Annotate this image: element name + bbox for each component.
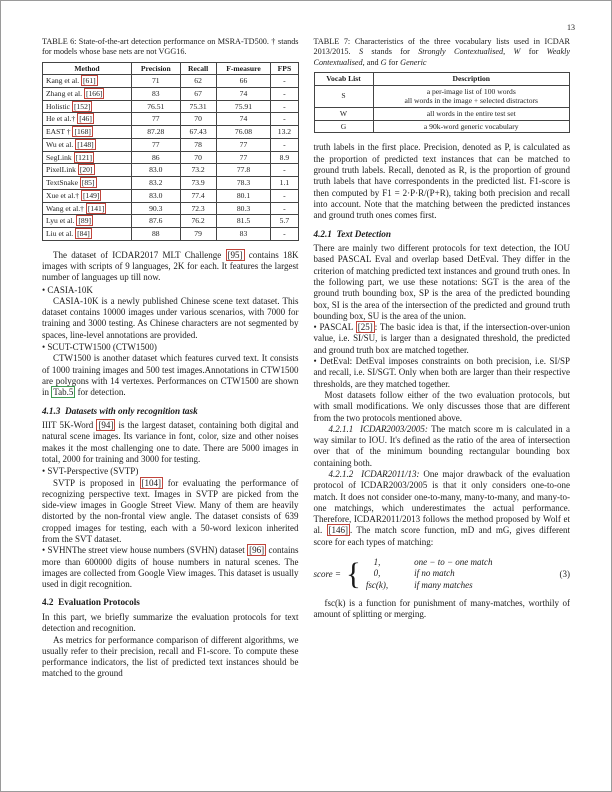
paragraph-protocols: There are mainly two different protocols for text detection, the IOU based PASCAL Eval and overlap based DetEval. They differ in the criterion of matching predicted text instances and ground truth ones. In the following part, we use these notations: SGT is the area of the ground truth bounding box, SP is the area of the predicted bounding box, SI is the area of the intersection of the predicted and ground truth bounding box, SU is the area of the union.: [313, 243, 570, 321]
table-row: [314, 85, 570, 107]
paragraph-svtp: SVTP is proposed in [104] for evaluating the performance of recognizing perspective text. Images in SVTP are picked from the side-view images in Google Street View. Many of them are heavily distorted by the non-frontal view angle. The dataset consists of 639 cropped images for testing, each with a 50-word lexicon inherited from the SVT dataset.: [42, 477, 299, 544]
table-cell: -: [271, 164, 298, 177]
paragraph-most-datasets: Most datasets follow either of the two evaluation protocols, but with small modifications. We only discusses those that are different from the two protocols mentioned above.: [313, 389, 570, 423]
citation-link[interactable]: [104]: [141, 477, 162, 488]
table-cell: 73.9: [180, 177, 216, 190]
runin-heading-4-2-1-1: 4.2.1.1 ICDAR2003/2005:: [328, 423, 428, 434]
citation-link[interactable]: [121]: [75, 152, 93, 162]
vocab-key-cell: S: [314, 85, 373, 107]
citation-link[interactable]: [89]: [78, 216, 92, 226]
citation-link[interactable]: [85]: [81, 178, 95, 188]
table-cell: 81.5: [216, 215, 271, 228]
citation-link[interactable]: [96]: [249, 545, 265, 556]
column-right: [314, 37, 571, 763]
method-cell: Lyu et al. [89]: [43, 215, 132, 228]
description-cell: a 90k-word generic vocabulary: [373, 120, 570, 133]
method-cell: Holistic [152]: [43, 100, 132, 113]
table-cell: 86: [131, 151, 180, 164]
paragraph-metrics: As metrics for performance comparison of different algorithms, we usually refer to their precision, recall and F1-score. To compute these performance indicators, the list of predicted text instances should be matched to the ground: [42, 634, 299, 679]
table-cell: 1.1: [271, 177, 298, 190]
method-cell: Zhang et al. [166]: [43, 88, 132, 101]
table-row: [43, 100, 299, 113]
table-row: [314, 108, 570, 121]
table-row: [43, 151, 299, 164]
equation-lhs: score =: [313, 569, 341, 580]
table7-caption: TABLE 7: Characteristics of the three vocabulary lists used in ICDAR 2013/2015. S stands for Strongly Contextualised, W for Weakly Contextualised, and G for Generic: [313, 37, 571, 67]
table-cell: -: [271, 189, 298, 202]
table-row: [43, 113, 299, 126]
vocab-key-cell: W: [314, 108, 373, 121]
citation-link[interactable]: [94]: [98, 420, 114, 431]
table-row: [43, 88, 299, 101]
method-cell: TextSnake [85]: [43, 177, 132, 190]
col-header-fmeasure: F-measure: [216, 62, 271, 75]
table-cell: -: [271, 227, 298, 240]
equation-number: (3): [559, 569, 570, 580]
table-cell: 80.3: [216, 202, 271, 215]
paragraph-precision-recall: truth labels in the first place. Precision, denoted as P, is calculated as the proportion of predicted text instances that can be matched to ground truth labels. Recall, denoted as R, is the proportion of ground truth labels that have correspondents in the predicted list. F1-score is then computed by F1 = 2·P·R/(P+R), taking both precision and recall into account. Note that the matching between the predicted instances and ground truth ones comes first.: [313, 142, 570, 221]
table-cell: 70: [180, 113, 216, 126]
table-row: [314, 120, 570, 133]
table-cell: 77: [216, 138, 271, 151]
col-header-description: Description: [373, 72, 570, 85]
paragraph-icdar2011-13: 4.2.1.2 ICDAR2011/13: One major drawback of the evaluation protocol of ICDAR2003/2005 is that it only considers one-to-one match. It does not consider one-to-many, many-to-many, and many-to-one matchings, which underestimates the actual performance. Therefore, ICDAR2011/2013 follows the method proposed by Wolf et al. [146] . The match score function, mD and mG, gives different score for each types of matching:: [313, 469, 570, 547]
paragraph-svhn: • SVHNThe street view house numbers (SVHN) dataset [96] contains more than 600000 digits of house numbers in natural scenes. The images are collected from Google View images. This dataset is usually used in digit recognition.: [42, 545, 299, 590]
paragraph-iiit-5k: IIIT 5K-Word [94] is the largest dataset, containing both digital and natural scene images. Its variance in font, color, size and other noises makes it the most challenging one to date. There are 5000 images in total, 2000 for training and 3000 for testing.: [42, 420, 299, 464]
table-cell: -: [271, 88, 298, 101]
citation-link[interactable]: [141]: [87, 203, 105, 213]
table-cell: 76.51: [131, 100, 180, 113]
equation-match-score: [314, 557, 571, 591]
table-cell: 74: [216, 113, 271, 126]
paragraph-fsc: fsc(k) is a function for punishment of many-matches, worthily of amount of splitting or merging.: [313, 597, 570, 620]
table-cell: 78: [180, 138, 216, 151]
table-row: [43, 164, 299, 177]
table-cell: 70: [180, 151, 216, 164]
method-cell: PixelLink [20]: [43, 164, 132, 177]
col-header-method: Method: [43, 62, 132, 75]
table-cell: -: [271, 75, 298, 88]
table6-caption: TABLE 6: State-of-the-art detection performance on MSRA-TD500. † stands for models whose base nets are not VGG16.: [42, 37, 299, 57]
table-row: [43, 126, 299, 139]
table-cell: 71: [131, 75, 180, 88]
table-cell: 67.43: [180, 126, 216, 139]
two-column-layout: [42, 37, 570, 763]
table-cell: 83.0: [131, 164, 180, 177]
paragraph-ctw1500: CTW1500 is another dataset which features curved text. It consists of 1000 training images and 500 test images.Annotations in CTW1500 are polygons with 14 vertexes. Performances on CTW1500 are shown in Tab.5 for detection.: [42, 353, 299, 398]
method-cell: Xue et al.† [149]: [43, 189, 132, 202]
table-cell: 75.91: [216, 100, 271, 113]
table-cell: 78.3: [216, 177, 271, 190]
table-cell: 77: [131, 138, 180, 151]
table-cell: 77: [216, 151, 271, 164]
citation-link[interactable]: [168]: [74, 127, 91, 137]
paragraph-icdar2003-2005: 4.2.1.1 ICDAR2003/2005: The match score m is calculated in a way similar to IOU. It's defined as the ratio of the area of intersection over that of the minimum bounding rectangular bounding box containing both.: [313, 423, 570, 468]
heading-4-1-3: 4.1.3 Datasets with only recognition task: [42, 405, 198, 416]
table-row: [43, 75, 299, 88]
heading-4-2: 4.2 Evaluation Protocols: [42, 597, 140, 608]
table-msra-td500-results: [42, 62, 299, 241]
bullet-svt-perspective: • SVT-Perspective (SVTP): [42, 466, 139, 477]
table-cell: 13.2: [271, 126, 298, 139]
bullet-casia-10k: • CASIA-10K: [42, 284, 93, 295]
paragraph-icdar2017-mlt: The dataset of ICDAR2017 MLT Challenge [95] contains 18K images with scripts of 9 languages, 2K for each. It features the largest number of languages up till now.: [42, 249, 299, 283]
column-left: [42, 37, 299, 763]
table-cell: 83.0: [131, 189, 180, 202]
citation-link[interactable]: [152]: [73, 101, 91, 111]
col-header-recall: Recall: [180, 62, 216, 75]
col-header-vocab-list: Vocab List: [314, 72, 373, 85]
citation-link[interactable]: [148]: [77, 139, 94, 149]
table-cell: -: [271, 202, 298, 215]
table-cell: 73.2: [180, 164, 216, 177]
table-cell: 62: [180, 75, 216, 88]
citation-link[interactable]: [25]: [357, 322, 373, 333]
method-cell: He et al.† [46]: [43, 113, 132, 126]
table-cell: 83.2: [131, 177, 180, 190]
table-cell: -: [271, 113, 298, 126]
citation-link[interactable]: [46]: [79, 114, 92, 124]
citation-link[interactable]: [146]: [328, 525, 349, 536]
table-cell: 77.8: [216, 164, 271, 177]
table-cell: 76.08: [216, 126, 271, 139]
runin-heading-4-2-1-2: 4.2.1.2 ICDAR2011/13:: [328, 469, 420, 479]
method-cell: Wang et al.† [141]: [43, 202, 132, 215]
table-cell: 75.31: [180, 100, 216, 113]
paragraph-eval-intro: In this part, we briefly summarize the evaluation protocols for text detection and recognition.: [42, 611, 299, 634]
table-cell: 90.3: [131, 202, 180, 215]
table-cell: 66: [216, 75, 271, 88]
table-cell: -: [271, 138, 298, 151]
table-row: [43, 202, 299, 215]
citation-link[interactable]: [61]: [83, 76, 96, 86]
col-header-precision: Precision: [131, 62, 180, 75]
table-row: [43, 227, 299, 240]
heading-4-2-1: 4.2.1 Text Detection: [313, 228, 391, 239]
table-ref-link[interactable]: Tab.5: [53, 387, 74, 398]
citation-link[interactable]: [84]: [77, 228, 90, 238]
table-cell: 83: [131, 88, 180, 101]
method-cell: Liu et al. [84]: [43, 227, 132, 240]
method-cell: EAST † [168]: [43, 126, 132, 139]
table-cell: 76.2: [180, 215, 216, 228]
equation-cases: 1, one − to − one match 0, if no match fsc(k), if many matches: [365, 557, 493, 590]
citation-link[interactable]: [166]: [85, 89, 103, 99]
description-cell: all words in the entire test set: [373, 108, 570, 121]
table-row: [43, 138, 299, 151]
table-cell: 77: [131, 113, 180, 126]
method-cell: Kang et al. [61]: [43, 75, 132, 88]
table-vocabulary-lists: [314, 72, 571, 134]
method-cell: Wu et al. [148]: [43, 138, 132, 151]
table-cell: 72.3: [180, 202, 216, 215]
table-header-row: [43, 62, 299, 75]
table-cell: 8.9: [271, 151, 298, 164]
page-number: 13: [567, 23, 575, 32]
table-cell: 88: [131, 227, 180, 240]
table-cell: 79: [180, 227, 216, 240]
table-cell: 80.1: [216, 189, 271, 202]
description-cell: a per-image list of 100 words all words in the image + selected distractors: [373, 85, 570, 107]
citation-link[interactable]: [20]: [79, 165, 93, 175]
table-cell: 67: [180, 88, 216, 101]
citation-link[interactable]: [95]: [227, 249, 243, 260]
method-cell: SegLink [121]: [43, 151, 132, 164]
left-brace-glyph: {: [345, 556, 361, 592]
table-row: [43, 189, 299, 202]
table-cell: 87.28: [131, 126, 180, 139]
col-header-fps: FPS: [271, 62, 298, 75]
bullet-scut-ctw1500: • SCUT-CTW1500 (CTW1500): [42, 342, 157, 353]
table-cell: 83: [216, 227, 271, 240]
table-header-row: [314, 72, 570, 85]
paragraph-casia: CASIA-10K is a newly published Chinese scene text dataset. This dataset contains 10000 images under various scenarios, with 7000 for training and 3000 testing. As Chinese characters are not segmented by spaces, line-level annotations are provided.: [42, 295, 299, 340]
table-cell: 87.6: [131, 215, 180, 228]
paragraph-pascal: • PASCAL [25] : The basic idea is that, if the intersection-over-union value, i.e. SI/SU, is larger than a designated threshold, the predicted and ground truth box are matched together.: [313, 322, 570, 355]
table-cell: 77.4: [180, 189, 216, 202]
paragraph-deteval: • DetEval: DetEval imposes constraints on both precision, i.e. SI/SP and recall, i.e. SI/SGT. Only when both are larger than their respective thresholds, are they matched together.: [313, 356, 570, 389]
table-cell: 5.7: [271, 215, 298, 228]
table-row: [43, 177, 299, 190]
citation-link[interactable]: [149]: [83, 190, 100, 200]
table-cell: -: [271, 100, 298, 113]
table-cell: 74: [216, 88, 271, 101]
vocab-key-cell: G: [314, 120, 373, 133]
table-row: [43, 215, 299, 228]
